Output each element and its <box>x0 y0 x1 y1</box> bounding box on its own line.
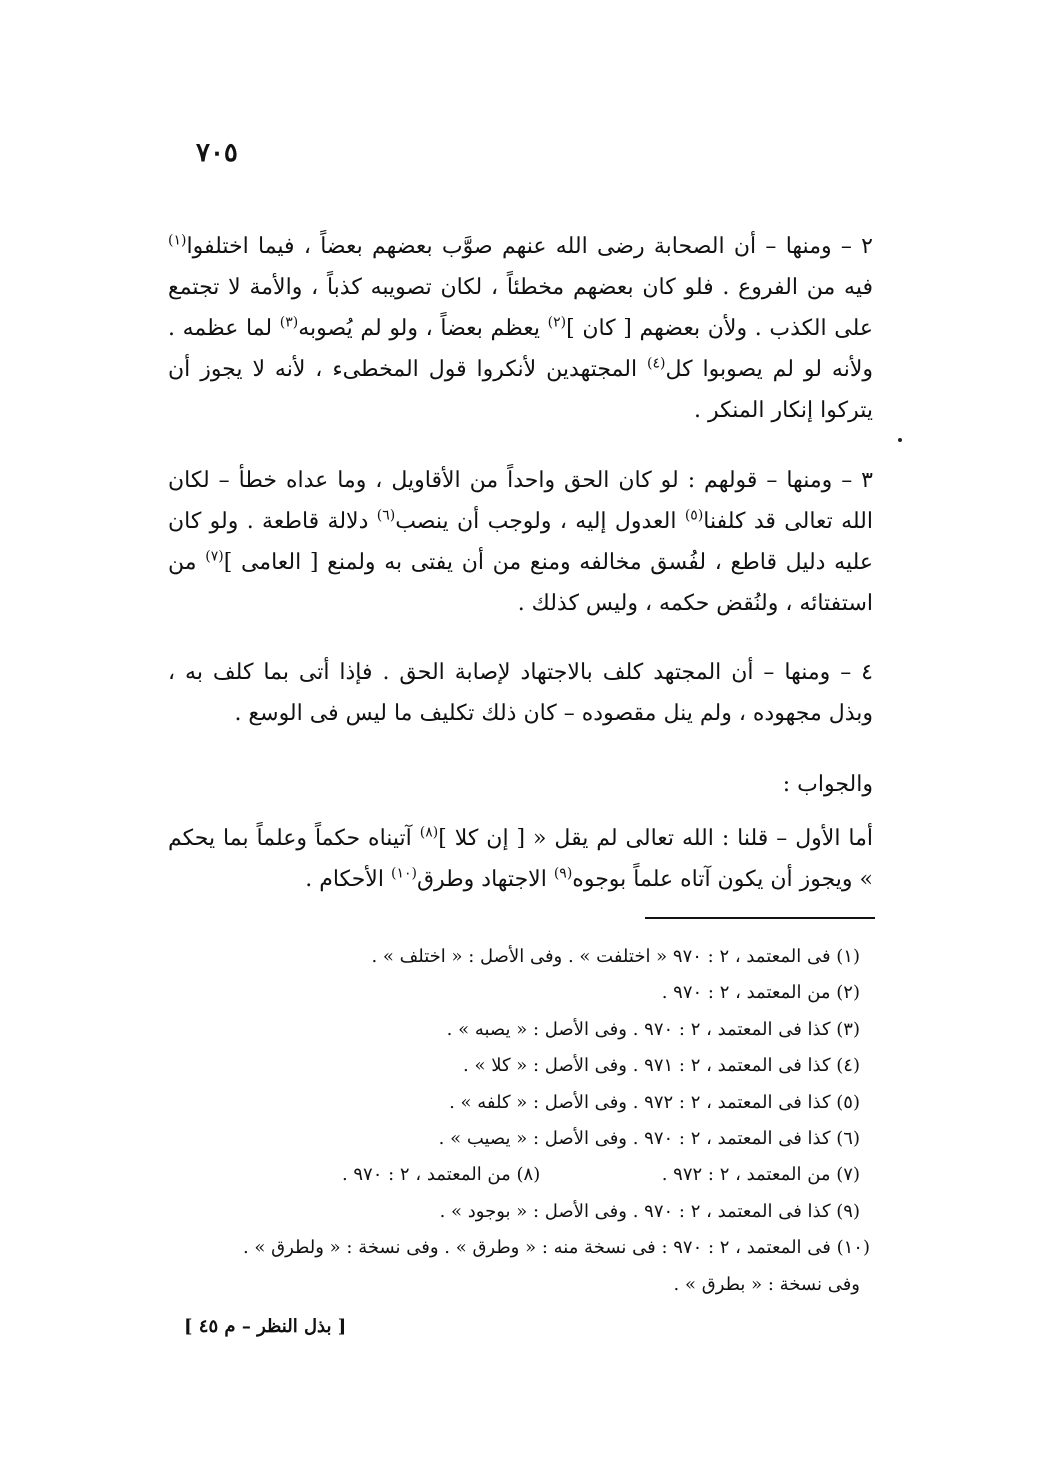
footnote-8: (٨) من المعتمد ، ٢ : ٩٧٠ . <box>341 1164 541 1186</box>
footnote-3: (٣) كذا فى المعتمد ، ٢ : ٩٧٠ . وفى الأصل : « يصبه » . <box>446 1018 860 1040</box>
footnote-1: (١) فى المعتمد ، ٢ : ٩٧٠ « اختلفت » . وفى الأصل : « اختلف » . <box>371 946 860 967</box>
footnote-marker: (٤) <box>647 355 666 372</box>
footnote-9: (٩) كذا فى المعتمد ، ٢ : ٩٧٠ . وفى الأصل : « بوجود » . <box>439 1200 860 1222</box>
footnote-2: (٢) من المعتمد ، ٢ : ٩٧٠ . <box>661 982 860 1004</box>
footnote-marker: (٦) <box>376 507 396 524</box>
paragraph-text: أما الأول – قلنا : الله تعالى لم يقل « [ إن كلا ] <box>438 826 873 851</box>
footnote-marker: (٥) <box>684 507 704 524</box>
paragraph-text: لما عظمه . ولأنه لو لم يصوبوا كل <box>168 316 874 382</box>
footnote-marker: (٧) <box>205 548 224 565</box>
footnote-row-7-8 <box>150 1157 860 1193</box>
paragraph-text: ٤ – ومنها – أن المجتهد كلف بالاجتهاد لإصابة الحق . فإذا أتى بما كلف به ، وبذل مجهوده ، ولم ينل مقصوده – كان ذلك تكليف ما ليس فى الوسع . <box>168 660 873 726</box>
signature-mark: [ بذل النظر – م ٤٥ ] <box>184 1316 347 1337</box>
footnote-10-continued: وفى نسخة : « بطرق » . <box>673 1273 860 1295</box>
page-number: ٧٠٥ <box>196 138 238 168</box>
footnote-4: (٤) كذا فى المعتمد ، ٢ : ٩٧١ . وفى الأصل : « كلا » . <box>463 1055 860 1077</box>
footnote-marker: (٢) <box>547 314 567 331</box>
paragraph-text: العدول إليه ، ولوجب أن ينصب <box>395 509 685 534</box>
paragraph-text: دلالة قاطعة . ولو كان عليه دليل قاطع ، لفُسق مخالفه ومنع من أن يفتى به ولمنع [ العامى ] <box>168 509 873 575</box>
footnote-marker: (٣) <box>279 314 299 331</box>
footnote-5: (٥) كذا فى المعتمد ، ٢ : ٩٧٢ . وفى الأصل : « كلفه » . <box>449 1091 860 1113</box>
paragraph-text: والجواب : <box>782 772 873 797</box>
paragraph-text: الأحكام . <box>305 867 391 892</box>
paragraph-text: يعظم بعضاً ، ولو لم يُصوبه <box>298 316 548 341</box>
paragraph-text: ٣ – ومنها – قولهم : لو كان الحق واحداً من الأقاويل ، وما عداه خطأ – لكان الله تعالى قد كلفنا <box>168 468 873 534</box>
footnotes <box>150 939 870 1303</box>
paragraph-text: من استفتائه ، ولنُقض حكمه ، وليس كذلك . <box>168 550 873 616</box>
answer-heading <box>168 764 873 805</box>
paragraph-4 <box>168 652 873 734</box>
footnote-7: (٧) من المعتمد ، ٢ : ٩٧٢ . <box>661 1164 860 1186</box>
footnote-separator <box>645 917 875 919</box>
paragraph-text: ٢ – ومنها – أن الصحابة رضى الله عنهم صوَّب بعضهم بعضاً ، فيما اختلفوا <box>186 234 873 259</box>
paragraph-text: المجتهدين لأنكروا قول المخطىء ، لأنه لا يجوز أن يتركوا إنكار المنكر . <box>168 357 873 423</box>
paragraph-text: فيه من الفروع . فلو كان بعضهم مخطئاً ، لكان تصويبه كذباً ، والأمة لا تجتمع على الكذب . ولأن بعضهم [ كان ] <box>168 275 873 341</box>
ink-speck <box>898 438 902 442</box>
footnote-marker: (٨) <box>419 824 439 841</box>
paragraph-2 <box>168 226 873 431</box>
paragraph-text: الاجتهاد وطرق <box>416 867 554 892</box>
paragraph-answer-first <box>168 818 873 900</box>
footnote-6: (٦) كذا فى المعتمد ، ٢ : ٩٧٠ . وفى الأصل : « يصيب » . <box>438 1127 860 1149</box>
footnote-marker: (٩) <box>553 865 573 882</box>
footnote-marker: (١٠) <box>390 865 417 882</box>
footnote-10: (١٠) فى المعتمد ، ٢ : ٩٧٠ : فى نسخة منه : « وطرق » . وفى نسخة : « ولطرق » . <box>242 1237 870 1259</box>
footnote-marker: (١) <box>168 232 187 249</box>
paragraph-text: آتيناه حكماً وعلماً بما يحكم » ويجوز أن يكون آتاه علماً بوجوه <box>168 826 873 892</box>
paragraph-3 <box>168 460 873 624</box>
